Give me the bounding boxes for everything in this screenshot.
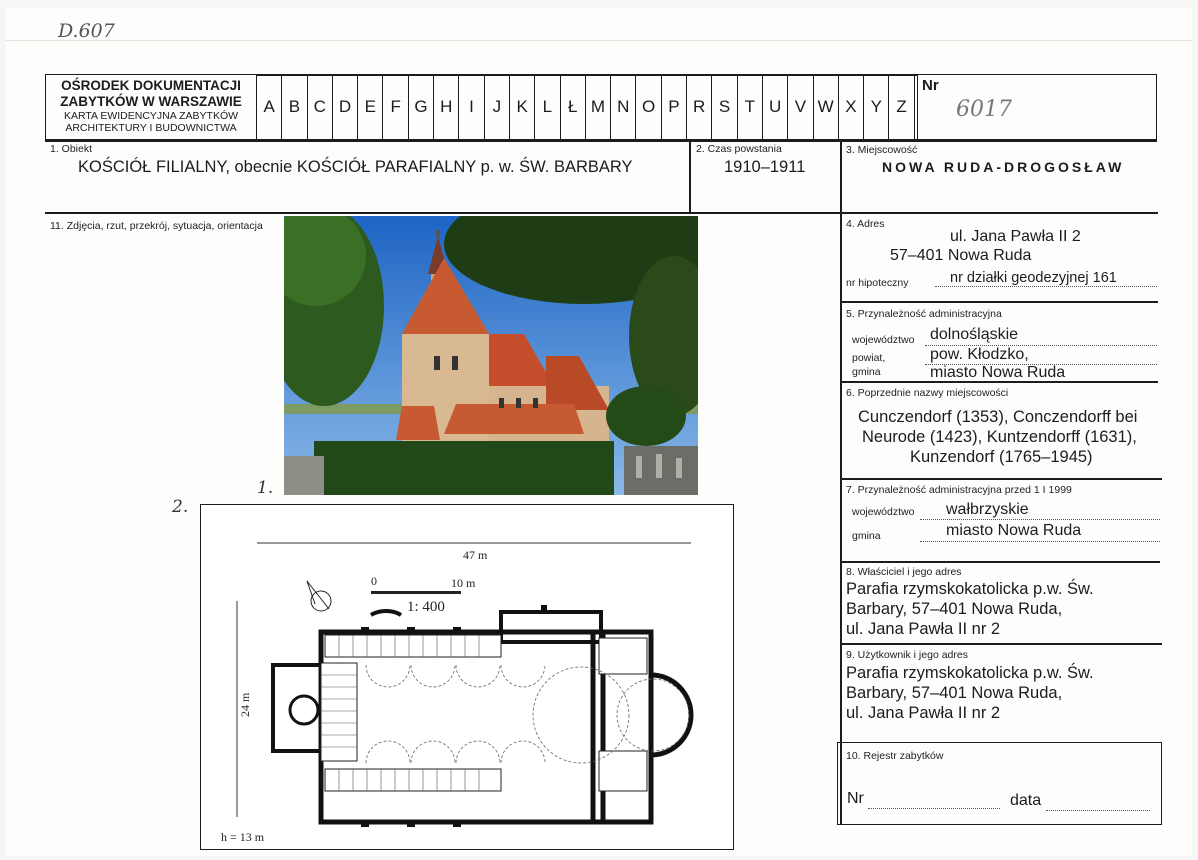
nr-hipoteczny-label: nr hipoteczny: [846, 277, 909, 289]
rule-top-uzytkownik: [840, 643, 1162, 645]
index-letter: C: [308, 74, 333, 140]
fold-line: [6, 40, 1192, 41]
uzytkownik-line2: Barbary, 57–401 Nowa Ruda,: [846, 684, 1063, 702]
poprzednie-line1: Cunczendorf (1353), Conczendorff bei: [858, 408, 1138, 426]
gmina-value: miasto Nowa Ruda: [930, 364, 1066, 381]
scale-ratio: 1: 400: [407, 599, 445, 615]
index-letter: D: [333, 74, 358, 140]
index-letter: I: [459, 74, 484, 140]
index-letter: M: [586, 74, 611, 140]
card-type-line1: KARTA EWIDENCYJNA ZABYTKÓW: [63, 110, 239, 122]
index-letter: A: [257, 74, 282, 140]
rejestr-nr-label: Nr: [847, 790, 864, 807]
institution-header: [45, 74, 257, 140]
przed1999-label: 7. Przynależność administracyjna przed 1 I 1999: [846, 484, 1072, 496]
obiekt-value: KOŚCIÓŁ FILIALNY, obecnie KOŚCIÓŁ PARAFIALNY p. w. ŚW. BARBARY: [78, 158, 633, 176]
church-photo: [284, 216, 698, 495]
czas-label: 2. Czas powstania: [696, 143, 782, 155]
index-letter: J: [485, 74, 510, 140]
handwritten-registry-number: 6017: [956, 97, 1012, 122]
wojewodztwo-value: dolnośląskie: [930, 326, 1019, 343]
index-letter: V: [788, 74, 813, 140]
gmina-label: gmina: [852, 366, 881, 378]
plan-length-label: 47 m: [463, 548, 488, 562]
przed1999-gmina-dotted-line: [920, 541, 1160, 542]
przynaleznosc-label: 5. Przynależność administracyjna: [846, 308, 1002, 320]
rejestr-data-label: data: [1010, 792, 1042, 809]
poprzednie-line3: Kunzendorf (1765–1945): [910, 448, 1093, 466]
scale-bar: [371, 591, 461, 594]
index-letter: W: [814, 74, 839, 140]
obiekt-label: 1. Obiekt: [50, 143, 93, 155]
uzytkownik-label: 9. Użytkownik i jego adres: [846, 649, 968, 661]
church-photo-illustration: [284, 216, 698, 495]
pew-blocks: [321, 635, 647, 791]
uzytkownik-line3: ul. Jana Pawła II nr 2: [846, 704, 1001, 722]
rule-top-poprzednie: [840, 381, 1158, 383]
index-letter: G: [409, 74, 434, 140]
index-letter: T: [738, 74, 763, 140]
nr-label: Nr: [922, 77, 939, 94]
floor-plan: [200, 504, 734, 850]
przed1999-wojewodztwo-label: województwo: [852, 506, 915, 518]
hipoteczny-dotted-line: [935, 286, 1157, 287]
registry-number-box: [917, 74, 1157, 140]
index-letter: X: [839, 74, 864, 140]
index-letter: Y: [864, 74, 889, 140]
floor-plan-drawing: [201, 505, 732, 848]
poprzednie-line2: Neurode (1423), Kuntzendorff (1631),: [862, 428, 1137, 446]
index-letter: F: [383, 74, 408, 140]
rejestr-label: 10. Rejestr zabytków: [846, 750, 944, 762]
wojewodztwo-label: województwo: [852, 334, 915, 346]
adres-line1: ul. Jana Pawła II 2: [950, 228, 1081, 245]
wlasciciel-line3: ul. Jana Pawła II nr 2: [846, 620, 1001, 638]
rejestr-data-dotted-line: [1046, 810, 1150, 811]
rule-below-header: [45, 140, 1157, 142]
rule-obiekt-czas: [689, 140, 691, 213]
czas-value: 1910–1911: [724, 158, 806, 176]
index-letter: H: [434, 74, 459, 140]
wlasciciel-label: 8. Właściciel i jego adres: [846, 566, 962, 578]
card-type-line2: ARCHITEKTURY I BUDOWNICTWA: [65, 122, 237, 134]
plan-width-label: 24 m: [238, 692, 252, 717]
plan-height-label: h = 13 m: [221, 830, 265, 844]
index-letter: Z: [889, 74, 914, 140]
scale-ten: 10 m: [451, 576, 476, 590]
miejscowosc-label: 3. Miejscowość: [846, 144, 918, 156]
adres-line2: 57–401 Nowa Ruda: [890, 247, 1032, 264]
index-letter: B: [282, 74, 307, 140]
rejestr-nr-dotted-line: [868, 808, 1000, 809]
index-letter: R: [687, 74, 712, 140]
wlasciciel-line2: Barbary, 57–401 Nowa Ruda,: [846, 600, 1063, 618]
institution-name-line2: ZABYTKÓW W WARSZAWIE: [60, 94, 242, 109]
przed1999-gmina-label: gmina: [852, 530, 881, 542]
index-letter: N: [611, 74, 636, 140]
index-letter: Ł: [561, 74, 586, 140]
scale-zero: 0: [371, 574, 377, 588]
powiat-label: powiat,: [852, 352, 886, 364]
przed1999-wojewodztwo-dotted-line: [920, 519, 1160, 520]
przed1999-gmina-value: miasto Nowa Ruda: [946, 522, 1082, 539]
handwritten-catalog-number: D.607: [58, 20, 115, 42]
zdjecia-label: 11. Zdjęcia, rzut, przekrój, sytuacja, orientacja: [50, 220, 263, 232]
adres-label: 4. Adres: [846, 218, 885, 230]
rule-right-column: [840, 140, 842, 825]
plan-marker: 2.: [172, 497, 189, 517]
przed1999-wojewodztwo-value: wałbrzyskie: [946, 501, 1029, 518]
index-letter: U: [763, 74, 788, 140]
index-letter: S: [712, 74, 737, 140]
institution-name-line1: OŚRODEK DOKUMENTACJI: [61, 78, 241, 93]
wlasciciel-line1: Parafia rzymskokatolicka p.w. Św.: [846, 580, 1094, 598]
nr-hipoteczny-value: nr działki geodezyjnej 161: [950, 270, 1117, 286]
miejscowosc-value: NOWA RUDA-DROGOSŁAW: [882, 159, 1125, 175]
index-letter: K: [510, 74, 535, 140]
vault-arcs: [366, 665, 689, 763]
uzytkownik-line1: Parafia rzymskokatolicka p.w. Św.: [846, 664, 1094, 682]
rule-top-przynaleznosc: [840, 301, 1158, 303]
index-letter: P: [662, 74, 687, 140]
index-letter: E: [358, 74, 383, 140]
powiat-value: pow. Kłodzko,: [930, 346, 1029, 363]
rule-top-przed1999: [840, 478, 1162, 480]
poprzednie-label: 6. Poprzednie nazwy miejscowości: [846, 387, 1009, 399]
index-letter: O: [636, 74, 661, 140]
photo-marker: 1.: [257, 478, 274, 498]
rule-top-wlasciciel: [840, 561, 1160, 563]
alphabet-index: [257, 74, 915, 140]
index-letter: L: [535, 74, 560, 140]
north-arrow-icon: [307, 581, 331, 611]
rule-top-adres: [840, 212, 1158, 214]
